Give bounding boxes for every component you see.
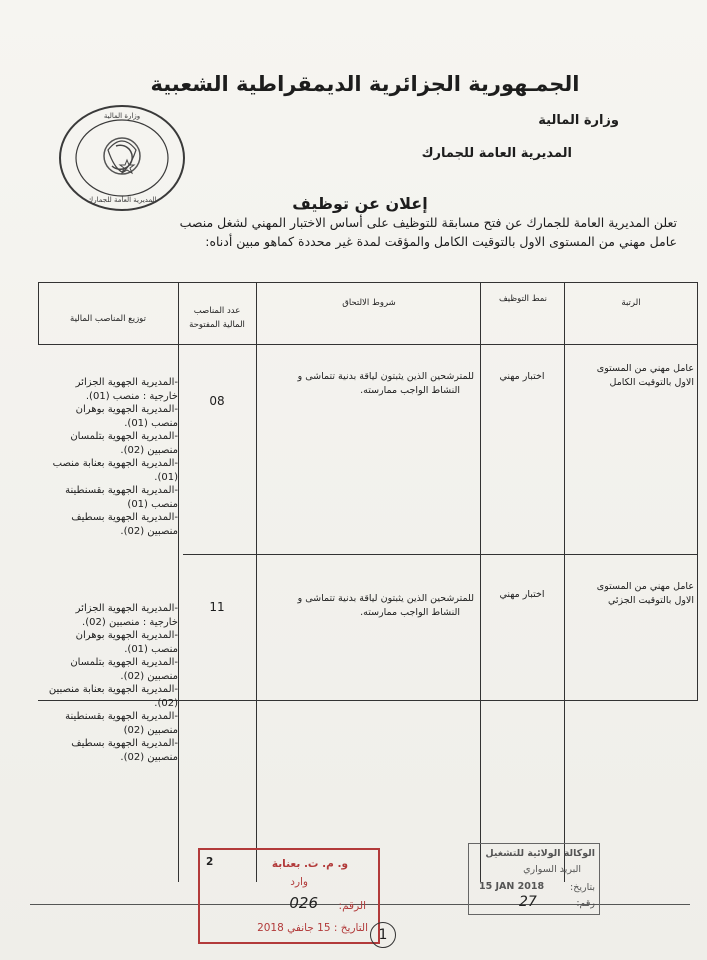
distribution-line: خارجية : منصبين (02). xyxy=(82,616,178,628)
conditions-line: النشاط الواجب ممارسته. xyxy=(360,607,460,618)
distribution-line: -المديرية الجهوية الجزائر xyxy=(75,377,178,388)
cell-open-posts: 11 xyxy=(209,600,225,614)
distribution-line: -المديرية الجهوية بسطيف xyxy=(71,738,178,749)
stamp-line: الوكالة الولائية للتشغيل xyxy=(485,848,595,859)
stamp-line: البريد السواري xyxy=(523,864,581,875)
stamp-line: الرقم: xyxy=(338,900,366,912)
distribution-line: منصبين (02). xyxy=(120,525,178,537)
rank-line: عامل مهني من المستوى xyxy=(596,363,694,374)
cell-recruitment-mode: اختبار مهني xyxy=(499,371,545,382)
distribution-line: منصب (01). xyxy=(124,417,178,429)
header-open-posts-line: المالية المفتوحة xyxy=(189,320,245,330)
distribution-line: -المديرية الجهوية بقسنطينة xyxy=(65,485,178,496)
table-border-right xyxy=(697,282,698,700)
handwritten-number: 026 xyxy=(289,894,318,912)
distribution-line: -المديرية الجهوية بعنابة منصبين xyxy=(48,684,178,695)
cell-recruitment-mode: اختبار مهني xyxy=(499,589,545,600)
distribution-line: -المديرية الجهوية بعنابة منصب xyxy=(52,458,178,469)
cell-conditions xyxy=(260,370,474,398)
intro-line: عامل مهني من المستوى الاول بالتوقيت الكامل والمؤقت لمدة غير محددة كماهو مبين أدناه: xyxy=(205,234,677,249)
stamp-line: و. م. ت. بعنابة xyxy=(271,858,348,870)
svg-text:وزارة المالية: وزارة المالية xyxy=(103,112,141,120)
conditions-line: للمترشحين الذين يثبتون لياقة بدنية تتماشى و xyxy=(297,371,474,382)
svg-text:المديرية العامة للجمارك: المديرية العامة للجمارك xyxy=(87,196,157,204)
stamp-line: التاريخ : 15 جانفي 2018 xyxy=(257,922,368,934)
distribution-line: -المديرية الجهوية بسطيف xyxy=(71,512,178,523)
table-border-left xyxy=(38,282,39,344)
cell-open-posts: 08 xyxy=(209,394,225,408)
country-title: الجمـهورية الجزائرية الديمقراطية الشعبية xyxy=(150,72,580,96)
cell-rank xyxy=(568,362,694,390)
cell-distribution xyxy=(38,602,178,764)
column-divider xyxy=(480,282,481,882)
header-open-posts xyxy=(180,304,254,332)
customs-seal xyxy=(56,102,188,214)
distribution-line: -المديرية الجهوية بوهران xyxy=(75,404,178,415)
incoming-stamp xyxy=(198,848,380,944)
page-number: 1 xyxy=(370,922,396,948)
cell-conditions xyxy=(260,592,474,620)
header-distribution: توزيع المناصب المالية xyxy=(70,314,146,324)
column-divider xyxy=(564,282,565,882)
recruitment-table xyxy=(38,282,698,902)
header-open-posts-line: عدد المناصب xyxy=(193,306,241,316)
distribution-line: خارجية : منصب (01). xyxy=(85,390,178,402)
cell-rank xyxy=(568,580,694,608)
intro-line: تعلن المديرية العامة للجمارك عن فتح مسابقة للتوظيف على أساس الاختبار المهني لشغل منصب xyxy=(179,215,677,230)
header-conditions: شروط الالتحاق xyxy=(342,298,396,308)
table-border-top xyxy=(38,282,698,283)
distribution-line: منصبين (02). xyxy=(120,751,178,763)
distribution-line: منصب (01) xyxy=(127,498,178,510)
notice-intro xyxy=(67,213,677,251)
header-rank: الرتبة xyxy=(621,298,641,308)
conditions-line: النشاط الواجب ممارسته. xyxy=(360,385,460,396)
rank-line: الاول بالتوقيت الجزئي xyxy=(607,595,694,606)
rank-line: الاول بالتوقيت الكامل xyxy=(609,377,694,388)
directorate-name: المديرية العامة للجمارك xyxy=(421,146,572,161)
stamp-line: وارد xyxy=(290,876,308,888)
distribution-line: منصبين (02) xyxy=(123,724,178,736)
notice-title: إعلان عن توظيف xyxy=(292,194,428,213)
header-divider xyxy=(38,344,698,345)
distribution-line: -المديرية الجهوية الجزائر xyxy=(75,603,178,614)
distribution-line: (02). xyxy=(154,697,178,709)
column-divider xyxy=(178,282,179,882)
column-divider xyxy=(256,282,257,882)
header-recruitment-mode: نمط التوظيف xyxy=(498,294,548,304)
distribution-line: -المديرية الجهوية بتلمسان xyxy=(70,431,178,442)
ministry-name: وزارة المالية xyxy=(538,113,619,128)
stamp-date: 15 JAN 2018 xyxy=(479,881,545,892)
distribution-line: -المديرية الجهوية بتلمسان xyxy=(70,657,178,668)
stamp-line: بتاريخ: xyxy=(570,882,595,893)
distribution-line: منصبين (02). xyxy=(120,670,178,682)
handwritten-number: 27 xyxy=(519,894,537,910)
distribution-line: (01). xyxy=(154,471,178,483)
cell-distribution xyxy=(38,376,178,538)
stamp-line: رقم: xyxy=(576,898,595,909)
distribution-line: -المديرية الجهوية بقسنطينة xyxy=(65,711,178,722)
distribution-line: منصب (01). xyxy=(124,643,178,655)
distribution-line: منصبين (02). xyxy=(120,444,178,456)
distribution-line: -المديرية الجهوية بوهران xyxy=(75,630,178,641)
rank-line: عامل مهني من المستوى xyxy=(596,581,694,592)
corner-number: 2 xyxy=(206,856,214,868)
row-divider xyxy=(183,554,698,555)
agency-stamp xyxy=(468,843,600,915)
conditions-line: للمترشحين الذين يثبتون لياقة بدنية تتماشى و xyxy=(297,593,474,604)
